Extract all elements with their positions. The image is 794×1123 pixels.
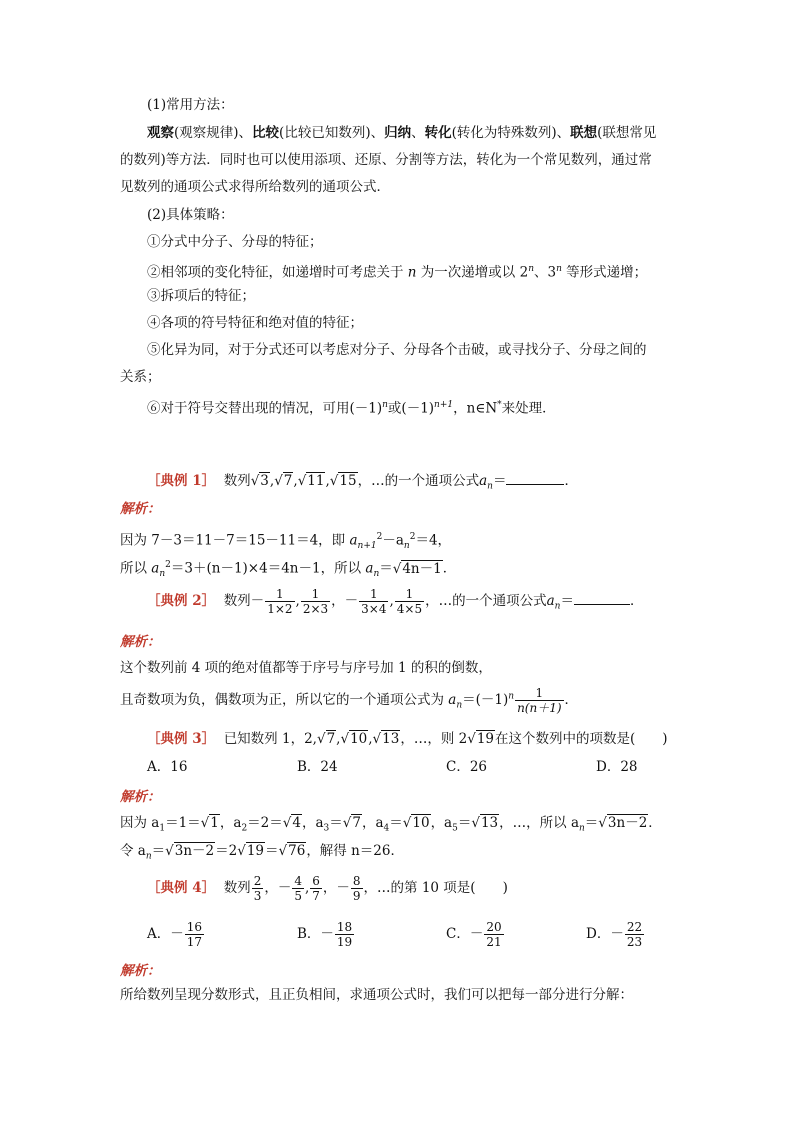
example-3-tag: ［典例 3］ xyxy=(147,731,216,747)
fraction: $\frac{1}{n(n+1)}$ xyxy=(517,686,562,715)
example-4-option-b[interactable]: B．－ $\frac{18}{19}$ xyxy=(297,920,353,949)
text: (观察规律)、 xyxy=(174,125,253,141)
method-induct: 归纳 xyxy=(384,125,412,141)
example-3-option-b[interactable]: B．24 xyxy=(297,759,338,775)
strategy-5-line-2: 关系； xyxy=(120,369,161,385)
radical: √ 3 xyxy=(251,472,270,490)
text: ②相邻项的变化特征，如递增时可考虑关于 xyxy=(147,264,404,281)
example-4-option-c[interactable]: C．－ $\frac{20}{21}$ xyxy=(446,920,502,949)
text: 、3 xyxy=(533,264,557,281)
method-associate: 联想 xyxy=(570,125,598,141)
text: 、 xyxy=(411,125,425,141)
fraction: $\frac{16}{17}$ xyxy=(186,920,203,949)
fraction: $\frac{1}{2\times 3}$ xyxy=(302,587,329,616)
var-n: n xyxy=(407,264,417,281)
sup: n xyxy=(556,264,562,274)
methods-paragraph-line-2: 的数列)等方法．同时也可以使用添项、还原、分割等方法，转化为一个常见数列，通过常 xyxy=(120,152,652,168)
text: (比较已知数列)、 xyxy=(279,125,385,141)
example-3-option-d[interactable]: D．28 xyxy=(596,759,638,775)
sup: n xyxy=(528,264,534,274)
example-4-question: ［典例 4］ 数列 $\frac{2}{3}$ ，－ $\frac{4}{5}$ , $\frac{6}{7}$ ，－ $\frac{8}{9}$ ，…的第 10 项是( ) xyxy=(147,874,508,903)
radical: √ 3n－2 xyxy=(165,842,215,860)
method-transform: 转化 xyxy=(424,125,452,141)
radical: √ 7 xyxy=(317,730,336,748)
strategy-2 xyxy=(147,260,647,282)
text: (转化为特殊数列)、 xyxy=(451,125,571,141)
radical: √ 13 xyxy=(373,730,401,748)
methods-paragraph-line-1 xyxy=(147,124,656,142)
example-1-question: ［典例 1］ 数列√ 3,√ 7,√ 11,√ 15，…的一个通项公式$a_n=$ ． xyxy=(147,472,578,496)
radical: √ 10 xyxy=(403,814,431,832)
strategy-6 xyxy=(147,396,556,418)
example-3-option-a[interactable]: A．16 xyxy=(147,759,188,775)
fraction: $\frac{22}{23}$ xyxy=(626,920,643,949)
text: ⑥对于符号交替出现的情况，可用(－1) xyxy=(147,400,383,417)
radical: √ 15 xyxy=(330,472,358,490)
example-3-question: ［典例 3］ 已知数列 1，2,√ 7,√ 10,√ 13，…，则 2√ 19在这个数列中的项数是( ) xyxy=(147,730,668,748)
strategy-3: ③拆项后的特征； xyxy=(147,288,255,304)
fraction: $\frac{1}{3\times 4}$ xyxy=(361,587,387,616)
fraction: $\frac{4}{5}$ xyxy=(294,874,302,903)
example-2-solution-line-2: 且奇数项为负，偶数项为正，所以它的一个通项公式为 $a_n=(-1)^n$ $\frac{1}{n(n+1)}$ ． xyxy=(120,686,579,715)
radical: √ 10 xyxy=(340,730,368,748)
radical: √ 7 xyxy=(343,814,362,832)
radical: √ 76 xyxy=(279,842,307,860)
strategy-5-line-1: ⑤化异为同，对于分式还可以考虑对分子、分母各个击破，或寻找分子、分母之间的 xyxy=(147,342,647,358)
example-1-solution-line-1: 因为 7－3＝11－7＝15－11＝4，即 $a_{n+1}^2-a_n^2=4$， xyxy=(120,532,452,552)
radical: √ 13 xyxy=(471,814,499,832)
methods-paragraph-line-3: 见数列的通项公式求得所给数列的通项公式． xyxy=(120,179,390,195)
fraction: $\frac{20}{21}$ xyxy=(486,920,502,949)
answer-blank xyxy=(506,472,564,485)
sup: * xyxy=(497,400,502,410)
radical: √ 7 xyxy=(274,472,293,490)
radical: √ 1 xyxy=(201,814,220,832)
text: 数列 xyxy=(223,473,251,489)
fraction: $\frac{18}{19}$ xyxy=(336,920,353,949)
example-3-solution-line-1: 因为 $a_1=1=√$ 1，$a_2=2=√$ 4，$a_3=√$ 7，$a_4=√$ 10，$a_5=√$ 13，…，所以 $a_n=√$ 3n－2． xyxy=(120,814,662,838)
methods-heading-1: (1)常用方法： xyxy=(147,97,234,113)
example-3-solution-line-2: 令 $a_n=√$ 3n－2＝2√ 19＝√ 76，解得 n＝26． xyxy=(120,842,404,866)
radical: √ 19 xyxy=(467,730,495,748)
sup: n+1 xyxy=(434,400,454,410)
example-2-solution-label: 解析： xyxy=(120,634,161,650)
method-compare: 比较 xyxy=(252,125,280,141)
example-2-question: ［典例 2］ 数列－ $\frac{1}{1\times 2}$ , $\frac{1}{2\times 3}$ ，－ $\frac{1}{3\times 4}$ , $\frac{1}{4\times 5}$ ，…的一个通项公式$a_n=$ ． xyxy=(147,587,644,616)
fraction: $\frac{1}{4\times 5}$ xyxy=(396,587,423,616)
text: 为一次递增或以 2 xyxy=(420,264,529,281)
text: 等形式递增； xyxy=(566,264,648,281)
example-3-option-c[interactable]: C．26 xyxy=(446,759,488,775)
methods-heading-2: (2)具体策略： xyxy=(147,207,234,223)
fraction: $\frac{1}{1\times 2}$ xyxy=(267,587,293,616)
example-4-tag: ［典例 4］ xyxy=(147,880,216,896)
radical: √ 11 xyxy=(298,472,326,490)
example-1-solution-label: 解析： xyxy=(120,501,161,517)
strategy-1: ①分式中分子、分母的特征； xyxy=(147,234,323,250)
radical: √ 3n－2 xyxy=(598,814,648,832)
example-4-option-a[interactable]: A．－ $\frac{16}{17}$ xyxy=(147,920,203,949)
fraction: $\frac{6}{7}$ xyxy=(312,874,320,903)
fraction: $\frac{2}{3}$ xyxy=(253,874,262,903)
radical: √ 4 xyxy=(283,814,302,832)
sup: n xyxy=(382,400,388,410)
example-2-tag: ［典例 2］ xyxy=(147,593,216,609)
example-1-tag: ［典例 1］ xyxy=(147,473,216,489)
text: 来处理． xyxy=(501,400,556,417)
fraction: $\frac{8}{9}$ xyxy=(352,874,361,903)
text: (联想常见 xyxy=(597,125,657,141)
radical: √ 19 xyxy=(237,842,265,860)
answer-blank xyxy=(574,592,630,605)
example-2-solution-line-1: 这个数列前 4 项的绝对值都等于序号与序号加 1 的积的倒数， xyxy=(120,660,492,676)
strategy-4: ④各项的符号特征和绝对值的特征； xyxy=(147,315,363,331)
text: ，n∈N xyxy=(453,400,498,417)
text: 或(－1) xyxy=(387,400,435,417)
example-1-solution-line-2: 所以 $a_n^2=3+(n-1)\times 4=4n-1$，所以 $a_n=√$ 4n－1． xyxy=(120,556,456,583)
example-4-solution-line-1: 所给数列呈现分数形式，且正负相间，求通项公式时，我们可以把每一部分进行分解： xyxy=(120,987,633,1003)
radical: √ 4n－1 xyxy=(393,560,443,578)
example-4-option-d[interactable]: D．－ $\frac{22}{23}$ xyxy=(586,920,643,949)
example-3-solution-label: 解析： xyxy=(120,789,161,805)
example-4-solution-label: 解析： xyxy=(120,963,161,979)
method-observe: 观察 xyxy=(147,125,174,141)
